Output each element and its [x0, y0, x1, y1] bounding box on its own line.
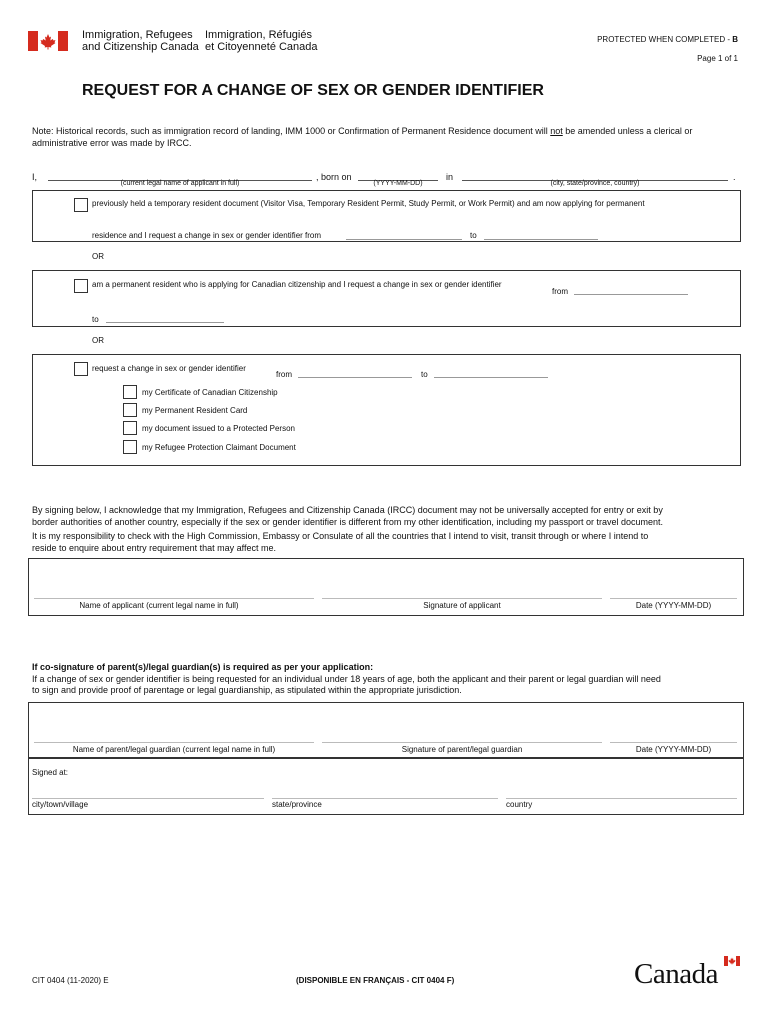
option2-checkbox[interactable]	[74, 279, 88, 293]
citizenship-certificate-checkbox[interactable]	[123, 385, 137, 399]
acknowledgement-text: By signing below, I acknowledge that my Immigration, Refugees and Citizenship Canada (IRCC) document may not be universally accepted for entry or exit by border authorities of another country, especially if the sex or gender identifier is different from my other identification, including my passport or travel document. It is my responsibility to check with the High Commission, Embassy or Consulate of all the countries that I intend to visit, transit through or where I intend to reside to enquire about entry requirement that may affect me.	[32, 505, 663, 553]
canada-flag-icon	[28, 31, 68, 51]
option1-continuation: residence and I request a change in sex or gender identifier from	[92, 231, 322, 240]
birth-date-caption: (YYYY-MM-DD)	[373, 180, 423, 187]
option2-from-label: from	[552, 287, 568, 296]
option2-to-label: to	[92, 315, 99, 324]
option3-to-label: to	[421, 370, 428, 379]
identity-prefix: I,	[32, 172, 38, 182]
country-label: country	[506, 800, 533, 809]
city-label: city/town/village	[32, 800, 89, 809]
guardian-signature-label: Signature of parent/legal guardian	[401, 745, 523, 754]
signed-at-label: Signed at:	[32, 768, 69, 777]
option3-from-label: from	[276, 370, 292, 379]
applicant-name-signature-field[interactable]	[34, 598, 314, 599]
in-label: in	[446, 172, 454, 182]
guardian-date-label: Date (YYYY-MM-DD)	[635, 745, 712, 754]
born-on-label: , born on	[316, 172, 352, 182]
or-separator-2: OR	[92, 336, 104, 345]
french-availability: (DISPONIBLE EN FRANÇAIS - CIT 0404 F)	[296, 976, 455, 985]
protected-label: PROTECTED WHEN COMPLETED - B	[597, 35, 738, 44]
guardian-signature-field[interactable]	[322, 742, 602, 743]
canada-wordmark: Canada	[634, 956, 744, 992]
sub-item-label: my Refugee Protection Claimant Document	[142, 443, 296, 452]
option2-section	[32, 270, 741, 327]
option1-checkbox[interactable]	[74, 198, 88, 212]
option2-from-field[interactable]	[574, 294, 688, 295]
sub-item-label: my Certificate of Canadian Citizenship	[142, 388, 278, 397]
state-label: state/province	[272, 800, 322, 809]
applicant-date-label: Date (YYYY-MM-DD)	[635, 601, 712, 610]
applicant-date-field[interactable]	[610, 598, 737, 599]
wordmark-flag-icon	[724, 956, 740, 966]
identity-end: .	[733, 172, 736, 182]
page-title: REQUEST FOR A CHANGE OF SEX OR GENDER IDENTIFIER	[82, 82, 544, 99]
option3-from-field[interactable]	[298, 377, 412, 378]
option2-text: am a permanent resident who is applying for Canadian citizenship and I request a change in sex or gender identifier	[92, 280, 502, 289]
or-separator-1: OR	[92, 252, 104, 261]
option1-to-field[interactable]	[484, 239, 598, 240]
option3-text: request a change in sex or gender identifier	[92, 364, 246, 373]
sub-item-label: my document issued to a Protected Person	[142, 424, 295, 433]
applicant-signature-label: Signature of applicant	[423, 601, 501, 610]
cosign-heading: If co-signature of parent(s)/legal guardian(s) is required as per your application:	[32, 662, 374, 672]
sub-item-label: my Permanent Resident Card	[142, 406, 248, 415]
guardian-date-field[interactable]	[610, 742, 737, 743]
option3-to-field[interactable]	[434, 377, 548, 378]
option3-checkbox[interactable]	[74, 362, 88, 376]
state-field[interactable]	[272, 798, 498, 799]
pr-card-checkbox[interactable]	[123, 403, 137, 417]
applicant-name-label: Name of applicant (current legal name in full)	[79, 601, 239, 610]
department-name-en: Immigration, Refugees and Citizenship Canada	[82, 29, 199, 53]
birth-place-caption: (city, state/province, country)	[550, 180, 640, 187]
page-number: Page 1 of 1	[697, 54, 738, 63]
guardian-name-label: Name of parent/legal guardian (current legal name in full)	[72, 745, 276, 754]
guardian-name-field[interactable]	[34, 742, 314, 743]
option1-text: previously held a temporary resident document (Visitor Visa, Temporary Resident Permit, Study Permit, or Work Permit) and am now applying for permanent	[92, 199, 645, 208]
signed-at-section	[28, 757, 744, 815]
protected-person-checkbox[interactable]	[123, 421, 137, 435]
applicant-name-caption: (current legal name of applicant in full)	[120, 180, 240, 187]
option1-to-label: to	[470, 231, 477, 240]
note-text: Note: Historical records, such as immigration record of landing, IMM 1000 or Confirmation of Permanent Residence document will not be amended unless a clerical or administrative error was made by IRCC.	[32, 126, 693, 148]
form-code: CIT 0404 (11-2020) E	[32, 976, 109, 985]
department-name-fr: Immigration, Réfugiés et Citoyenneté Canada	[205, 29, 318, 53]
refugee-claimant-checkbox[interactable]	[123, 440, 137, 454]
applicant-signature-field[interactable]	[322, 598, 602, 599]
city-field[interactable]	[32, 798, 264, 799]
country-field[interactable]	[506, 798, 737, 799]
cosign-text: If a change of sex or gender identifier is being requested for an individual under 18 years of age, both the applicant and their parent or legal guardian will need to sign and provide proof of parentage or legal guardianship, as stipulated within the appropriate jurisdiction.	[32, 674, 661, 695]
option2-to-field[interactable]	[106, 322, 224, 323]
option1-from-field[interactable]	[346, 239, 462, 240]
